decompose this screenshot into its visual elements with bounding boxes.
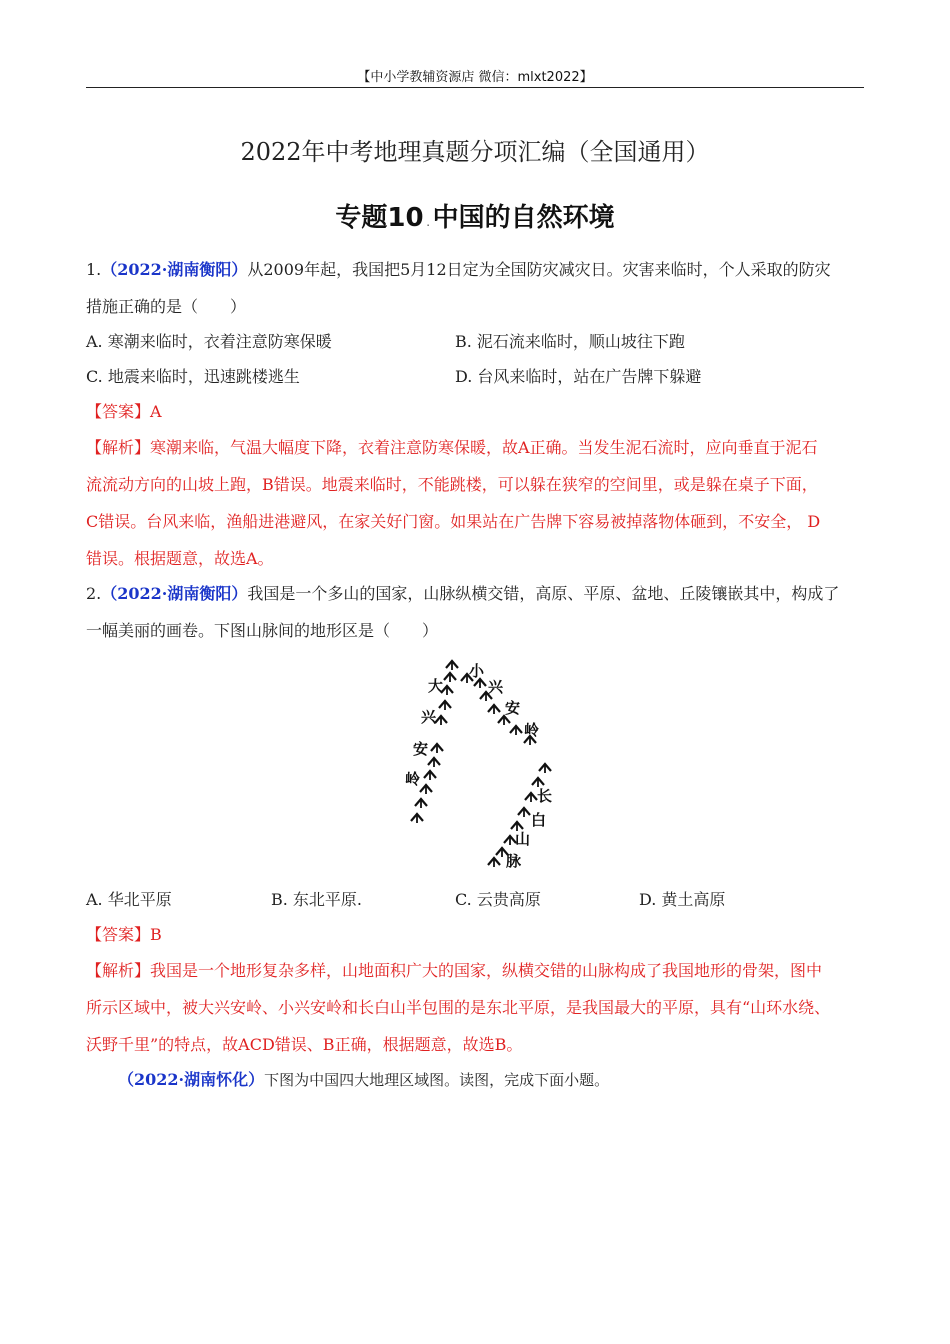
map-label: 岭 <box>405 770 421 788</box>
map-label: 岭 <box>524 721 540 739</box>
q2-option-c: C. 云贵高原 <box>455 890 541 909</box>
q2-source: （2022·湖南衡阳） <box>101 584 248 603</box>
mountain-symbol <box>420 785 432 794</box>
q2-stem-line1 <box>86 583 876 605</box>
mountain-symbol <box>444 673 456 682</box>
mountain-symbol <box>498 716 510 725</box>
mountain-symbol <box>415 799 427 808</box>
q2-analysis-line: 所示区域中，被大兴安岭、小兴安岭和长白山半包围的是东北平原，是我国最大的平原，具有“山环水绕、 <box>86 998 831 1017</box>
map-label: 白 <box>531 811 547 829</box>
q1-option-b: B. 泥石流来临时，顺山坡往下跑 <box>455 332 685 351</box>
map-label: 兴 <box>421 708 437 726</box>
map-label: 脉 <box>506 852 522 870</box>
q2-number: 2. <box>86 584 102 603</box>
q2-option-d: D. 黄土高原 <box>639 890 726 909</box>
topic-name: 中国的自然环境 <box>432 203 615 233</box>
q1-option-a: A. 寒潮来临时，衣着注意防寒保暖 <box>86 332 332 351</box>
q1-analysis-line: 流流动方向的山坡上跑，B错误。地震来临时，不能跳楼，可以躲在狭窄的空间里，或是躲在桌子下面， <box>86 475 818 494</box>
page-header: 【中小学教辅资源店 微信：mlxt2022】 <box>357 70 593 85</box>
q3-intro <box>118 1069 878 1091</box>
q1-option-d: D. 台风来临时，站在广告牌下躲避 <box>455 367 702 386</box>
map-label: 兴 <box>488 678 504 696</box>
topic-title <box>0 197 950 234</box>
mountain-range-map <box>395 655 570 877</box>
q3-stem: 下图为中国四大地理区域图。读图，完成下面小题。 <box>264 1071 610 1089</box>
map-label: 长 <box>537 787 553 805</box>
q1-stem-text: 从2009年起，我国把5月12日定为全国防灾减灾日。灾害来临时，个人采取的防灾 <box>247 260 831 279</box>
q2-answer: 【答案】B <box>86 925 162 944</box>
mountain-symbol <box>474 679 486 688</box>
header-rule <box>86 87 864 88</box>
q1-option-c: C. 地震来临时，迅速跳楼逃生 <box>86 367 300 386</box>
mountain-symbol <box>488 858 500 867</box>
map-label: 山 <box>515 830 531 848</box>
mountain-symbol <box>510 726 522 735</box>
map-label: 安 <box>413 740 429 758</box>
map-label: 大 <box>428 677 444 695</box>
document-title: 2022年中考地理真题分项汇编（全国通用） <box>240 138 710 166</box>
q1-analysis-line: 【解析】寒潮来临，气温大幅度下降，衣着注意防寒保暖，故A正确。当发生泥石流时，应向垂直于泥石 <box>86 438 818 457</box>
topic-prefix: 专题10 <box>335 203 424 233</box>
mountain-symbol <box>446 661 458 670</box>
q2-stem-text: 我国是一个多山的国家，山脉纵横交错，高原、平原、盆地、丘陵镶嵌其中，构成了 <box>247 584 840 603</box>
mountain-symbol <box>539 764 551 773</box>
mountain-symbol <box>435 716 447 725</box>
q1-analysis-line: 错误。根据题意，故选A。 <box>86 549 274 568</box>
map-label: 安 <box>505 699 521 717</box>
q1-stem-line1 <box>86 259 876 281</box>
q2-option-b: B. 东北平原. <box>271 890 363 909</box>
mountain-symbol <box>439 701 451 710</box>
q2-analysis-line: 沃野千里”的特点，故ACD错误、B正确，根据题意，故选B。 <box>86 1035 523 1054</box>
topic-dot: . <box>426 219 430 228</box>
mountain-symbol <box>428 758 440 767</box>
mountain-symbol <box>424 771 436 780</box>
mountain-symbol <box>431 744 443 753</box>
q1-analysis-line: C错误。台风来临，渔船进港避风，在家关好门窗。如果站在广告牌下容易被掉落物体砸到，不安全， D <box>86 512 821 531</box>
q1-stem-line2: 措施正确的是（ ） <box>86 297 247 316</box>
mountain-symbol <box>532 778 544 787</box>
q3-source: （2022·湖南怀化） <box>118 1070 265 1089</box>
q1-number: 1. <box>86 260 102 279</box>
q1-answer: 【答案】A <box>86 402 162 421</box>
mountain-symbol <box>525 793 537 802</box>
mountain-symbol <box>411 814 423 823</box>
mountain-symbol <box>488 705 500 714</box>
q2-option-a: A. 华北平原 <box>86 890 172 909</box>
map-label: 小 <box>469 662 485 680</box>
q1-source: （2022·湖南衡阳） <box>101 260 248 279</box>
q2-analysis-line: 【解析】我国是一个地形复杂多样，山地面积广大的国家，纵横交错的山脉构成了我国地形的骨架，图中 <box>86 961 823 980</box>
mountain-symbol <box>518 808 530 817</box>
q2-stem-line2: 一幅美丽的画卷。下图山脉间的地形区是（ ） <box>86 621 439 640</box>
